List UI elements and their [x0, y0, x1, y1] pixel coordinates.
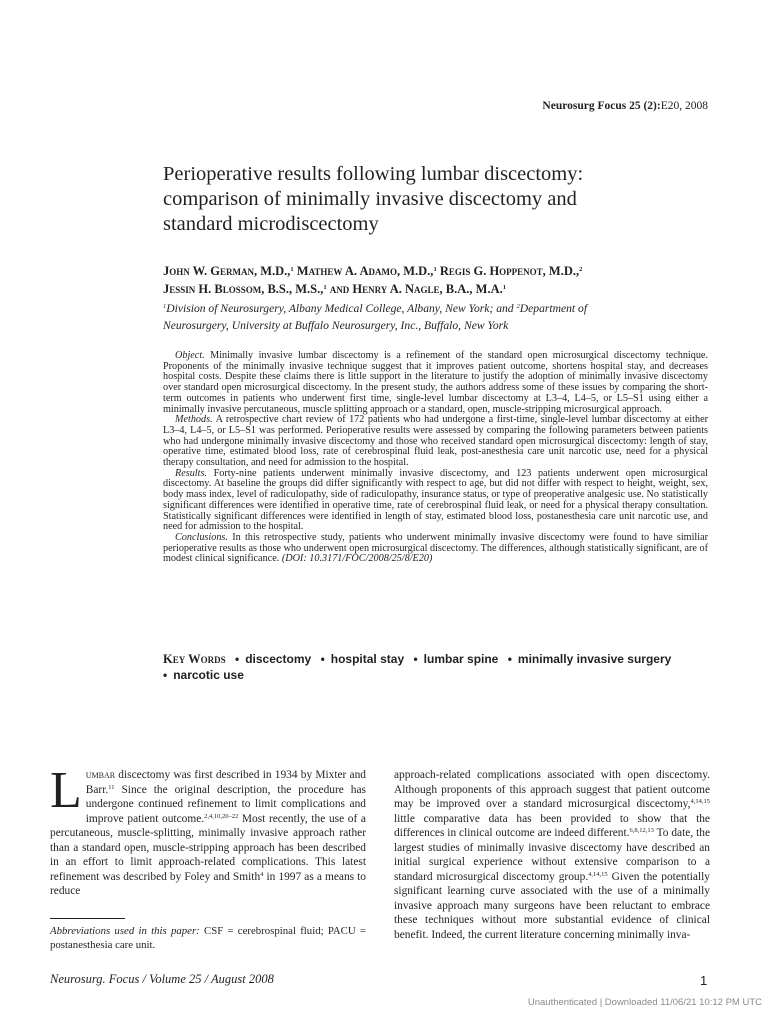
keyword: lumbar spine — [423, 652, 499, 666]
abstract-object: Object. Minimally invasive lumbar discectomy is a refinement of the standard open microsurgical discectomy technique. Proponents of the minimally invasive technique suggest that it improves patient outcome, shortens hospital stay, and decreases hospital costs. Despite these claims there is little support in the literature to justify the adoption of minimally invasive discectomy over standard open microsurgical discectomy. In the present study, the authors address some of these issues by comparing the short-term outcomes in patients who underwent first time, single-level lumbar discectomy at L3–4, L4–5, or L5–S1 using either a minimally invasive percutaneous, muscle splitting approach or a standard, open, muscle-stripping microsurgical approach. — [163, 350, 708, 415]
abstract-results: Results. Forty-nine patients underwent minimally invasive discectomy, and 123 patients underwent open microsurgical discectomy. At baseline the groups did differ significantly with respect to age, but did not differ with respect to height, weight, sex, body mass index, level of radiculopathy, side of radiculopathy, insurance status, or type of preoperative analgesic use. No statistically significant differences were identified in operative time, rate of cerebrospinal fluid leak, or need for a physical therapy consultation. Statistically significant differences were identified in length of stay, estimated blood loss, postanesthesia care unit narcotic use, and need for admission to the hospital. — [163, 467, 709, 533]
keyword: discectomy — [245, 652, 312, 666]
doi: (DOI: 10.3171/FOC/2008/25/8/E20) — [281, 553, 433, 565]
author-list: John W. German, M.D.,$^1$ Mathew A. Adamo, M.D.,$^1$ Regis G. Hoppenot, M.D.,$^2$ Jessin H. Blossom, B.S., M.S.,$^1$ and Henry A. Nagle, B.A., M.A.$^1$ — [163, 264, 583, 296]
title-line: Perioperative results following lumbar discectomy: — [163, 163, 584, 185]
keyword: narcotic use — [173, 668, 244, 682]
body-column-left: Lumbar discectomy was first described in 1934 by Mixter and Barr.$^{11}$ Since the original description, the procedure has undergone continued refinement to limit complications and improve patient outcome.$^{2,4,10,20-22}$ Most recently, the use of a percutaneous, muscle-splitting, minimally invasive approach rather than a standard open, muscle-stripping approach has been described in an effort to limit approach-related complications. This latest refinement was described by Foley and Smith$^4$ in 1997 as a means to reduce — [50, 762, 367, 897]
author: Jessin H. Blossom, B.S., M.S., — [163, 282, 324, 296]
drop-cap: L — [50, 762, 82, 819]
keyword: hospital stay — [330, 652, 405, 666]
page-number: 1 — [700, 973, 708, 988]
abstract-methods: Methods. A retrospective chart review of 172 patients who had undergone a first-time, single-level lumbar discectomy at either L3–4, L4–5, or L5–S1 was performed. Perioperative results were assessed by comparing the following parameters between patients who had undergone minimally invasive discectomy and those who received standard open microsurgical discectomy: length of stay, operative time, estimated blood loss, rate of cerebrospinal fluid leak, post-anesthesia care unit narcotic use, need for a physical therapy consultation, and need for admission to the hospital. — [163, 414, 708, 469]
abstract — [163, 351, 708, 565]
author: Henry A. Nagle, B.A., M.A. — [352, 282, 503, 296]
keyword: minimally invasive surgery — [517, 652, 672, 666]
keywords-label: Key Words — [163, 652, 226, 666]
title-line: comparison of minimally invasive discectomy and — [163, 188, 577, 210]
abstract-conclusions: Conclusions. In this retrospective study, patients who underwent minimally invasive discectomy were found to have similiar perioperative results as those who underwent open microsurgical discectomy. The differences, although statistically significant, are of modest clinical significance. (DOI: 10.3171/FOC/2008/25/8/E20) — [163, 531, 708, 565]
title-line: standard microdiscectomy — [163, 213, 379, 235]
download-stamp: Unauthenticated | Downloaded 11/06/21 10:12 PM UTC — [527, 997, 762, 1008]
author: John W. German, M.D., — [163, 264, 291, 278]
abbreviations-footnote: Abbreviations used in this paper: CSF = cerebrospinal fluid; PACU = postanesthesia care unit. — [50, 925, 366, 951]
author: Mathew A. Adamo, M.D., — [296, 264, 434, 278]
affiliations: $^1$Division of Neurosurgery, Albany Medical College, Albany, New York; and $^2$Department of Neurosurgery, University at Buffalo Neurosurgery, Inc., Buffalo, New York — [163, 302, 588, 332]
article-title — [163, 162, 683, 237]
body-column-right: approach-related complications associated with open discectomy. Although proponents of this approach suggest that patient outcome may be improved over a standard microsurgical discectomy,$^{4,14,15}$ little comparative data has been provided to show that the differences in clinical outcome are indeed different.$^{6,8,12,13}$ To date, the largest studies of minimally invasive discectomy have described an initial surgical experience without extensive comparison to a standard microsurgical discectomy group.$^{4,14,15}$ Given the potentially significant learning curve associated with the use of a minimally invasive approach many surgeons have been reluctant to embrace these techniques without more substantial evidence of clinical benefit. Indeed, the current literature concerning minimally inva- — [394, 769, 710, 941]
footnote-rule — [50, 918, 125, 919]
journal-citation: Neurosurg Focus 25 (2):E20, 2008 — [542, 100, 708, 112]
keywords: Key Words • discectomy • hospital stay • lumbar spine • minimally invasive surgery • narcotic use — [163, 652, 672, 682]
author: Regis G. Hoppenot, M.D., — [439, 264, 580, 278]
footer-journal: Neurosurg. Focus / Volume 25 / August 2008 — [50, 972, 274, 986]
